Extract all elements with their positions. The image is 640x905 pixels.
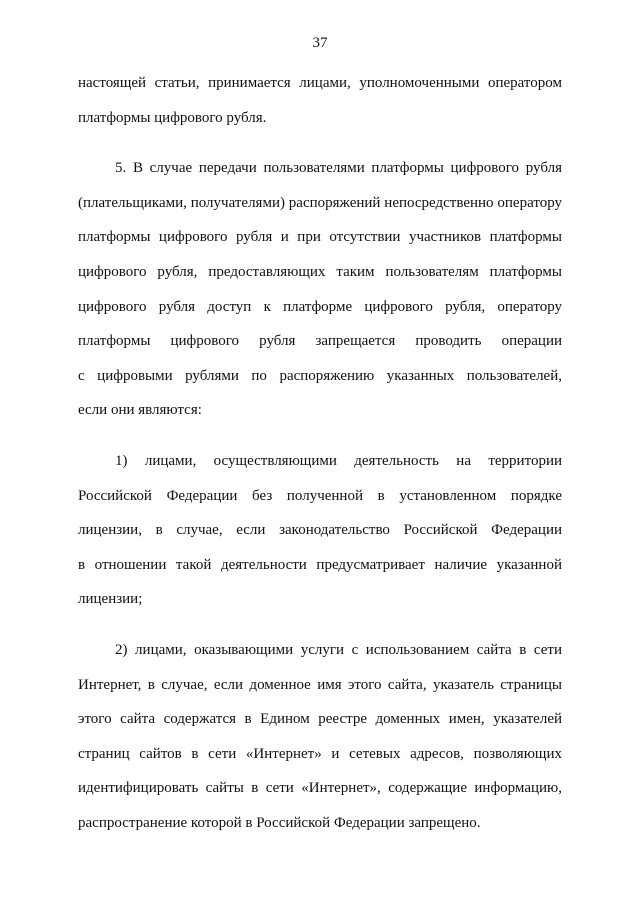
text-line: цифрового рубля доступ к платформе цифрового рубля, оператору (78, 298, 562, 315)
paragraph-item-5 (78, 151, 562, 428)
text-line: 5. В случае передачи пользователями платформы цифрового рубля (115, 160, 562, 177)
text-line: в отношении такой деятельности предусматривает наличие указанной (78, 556, 562, 573)
text-line: цифрового рубля, предоставляющих таким пользователям платформы (78, 263, 562, 280)
text-line: Интернет, в случае, если доменное имя этого сайта, указатель страницы (78, 676, 562, 693)
text-line: 2) лицами, оказывающими услуги с использованием сайта в сети (115, 641, 562, 658)
text-line: Российской Федерации без полученной в установленном порядке (78, 487, 562, 504)
paragraph-continuation (78, 66, 562, 135)
text-line: настоящей статьи, принимается лицами, уполномоченными оператором (78, 75, 562, 91)
document-text (78, 66, 562, 840)
text-line: с цифровыми рублями по распоряжению указанных пользователей, (78, 367, 562, 384)
paragraph-subitem-2 (78, 633, 562, 841)
paragraph-subitem-1 (78, 444, 562, 617)
text-line: лицензии, в случае, если законодательство Российской Федерации (78, 522, 562, 539)
text-line: платформы цифрового рубля и при отсутствии участников платформы (78, 229, 562, 246)
text-line: 1) лицами, осуществляющими деятельность на территории (115, 452, 562, 469)
text-line: распространение которой в Российской Федерации запрещено. (78, 814, 481, 831)
text-line: этого сайта содержатся в Едином реестре доменных имен, указателей (78, 711, 562, 728)
text-line: платформы цифрового рубля запрещается проводить операции (78, 333, 562, 350)
text-line: (плательщиками, получателями) распоряжений непосредственно оператору (78, 194, 562, 211)
text-line: если они являются: (78, 402, 202, 419)
text-line: лицензии; (78, 591, 143, 608)
page-number: 37 (312, 35, 328, 51)
text-line: страниц сайтов в сети «Интернет» и сетевых адресов, позволяющих (78, 745, 562, 762)
text-line: платформы цифрового рубля. (78, 109, 267, 126)
text-line: идентифицировать сайты в сети «Интернет», содержащие информацию, (78, 780, 562, 797)
